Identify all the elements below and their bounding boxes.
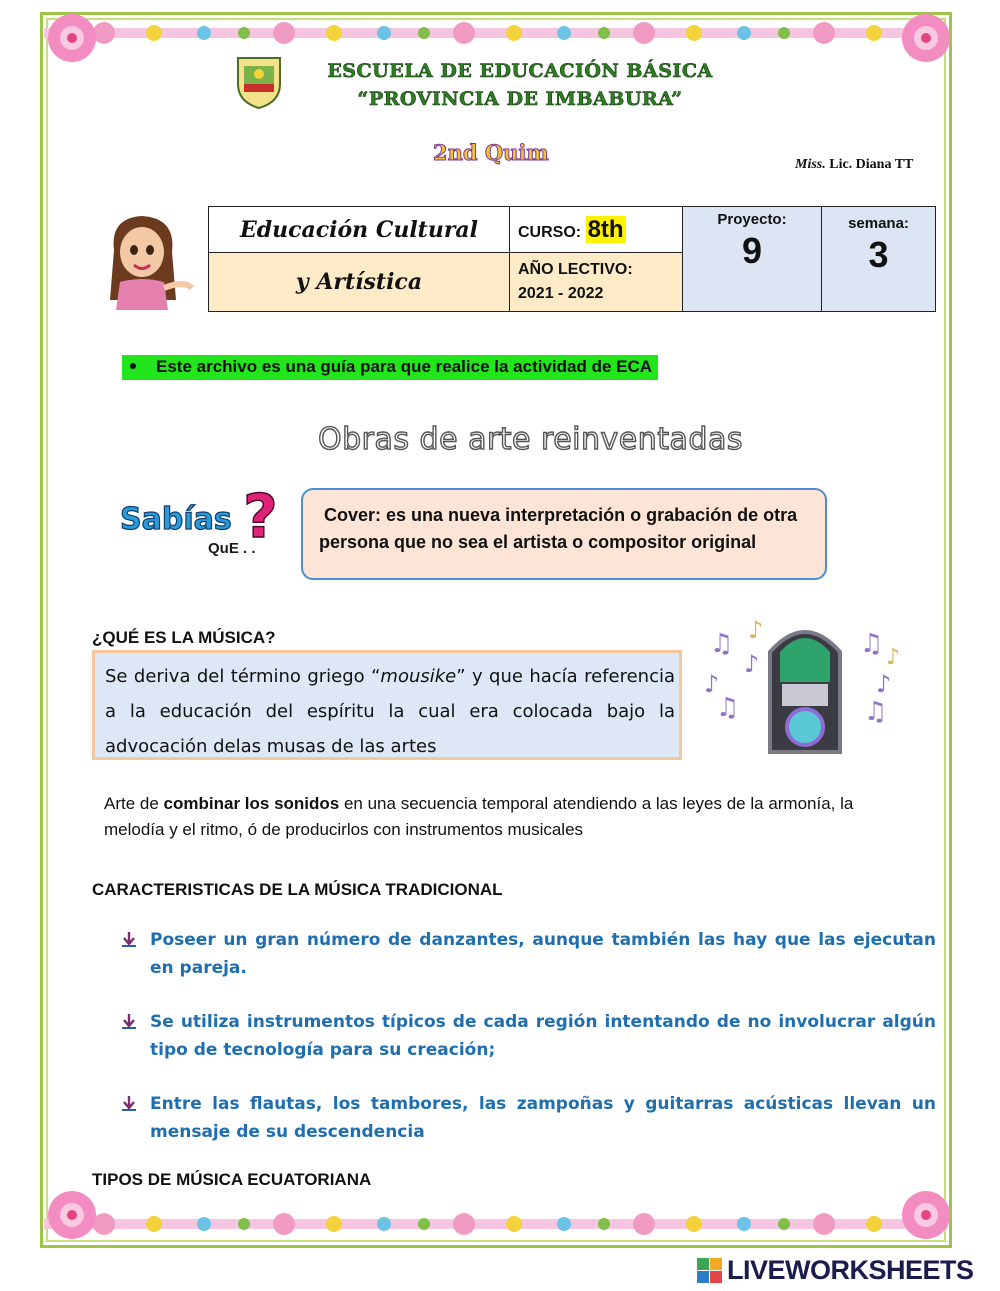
characteristic-item-2 <box>120 1008 936 1064</box>
liveworksheets-text: LIVEWORKSHEETS <box>727 1255 974 1285</box>
school-name-line2: “PROVINCIA DE IMBABURA” <box>357 88 683 110</box>
ano-cell <box>510 253 683 312</box>
question-mark-icon: ? <box>243 482 278 552</box>
ano-value: 2021 - 2022 <box>518 285 604 302</box>
proyecto-cell <box>683 207 822 312</box>
que-word: QuE . . <box>208 540 256 557</box>
teacher-avatar <box>96 210 196 310</box>
cover-term: Cover <box>324 505 376 525</box>
course-info-table <box>208 206 936 312</box>
flower-border-top <box>44 14 948 52</box>
arte-bold: combinar los sonidos <box>163 794 340 813</box>
teacher-signature <box>795 157 913 173</box>
proyecto-label: Proyecto: <box>717 211 787 228</box>
cover-definition-text: : es una nueva interpretación o grabación de otra persona que no sea el artista o compositor original <box>319 505 798 552</box>
curso-value: 8th <box>587 215 624 243</box>
svg-text:♫: ♫ <box>860 629 884 659</box>
svg-text:♪: ♪ <box>744 650 760 678</box>
cover-definition <box>319 502 819 556</box>
liveworksheets-logo-icon <box>697 1258 723 1284</box>
school-crest-icon <box>230 52 288 110</box>
arte-pre: Arte de <box>104 794 164 813</box>
quimester-label: 2nd Quim <box>433 140 549 165</box>
svg-text:♪: ♪ <box>886 645 901 670</box>
sabias-que-logo <box>120 482 300 560</box>
characteristic-text-2: Se utiliza instrumentos típicos de cada región intentando de no involucrar algún tipo de tecnología para su creación; <box>150 1012 936 1060</box>
svg-text:♫: ♫ <box>710 629 734 659</box>
art-title: Obras de arte reinventadas <box>318 422 743 457</box>
characteristic-text-3: Entre las flautas, los tambores, las zampoñas y guitarras acústicas llevan un mensaje de su descendencia <box>150 1094 936 1142</box>
characteristic-item-1 <box>120 926 936 982</box>
bullet-dot-icon <box>130 363 136 369</box>
ano-label: AÑO LECTIVO: <box>518 261 633 278</box>
cover-definition-box <box>301 488 827 580</box>
characteristics-heading: CARACTERISTICAS DE LA MÚSICA TRADICIONAL <box>92 880 503 899</box>
flower-corner-top-right <box>886 10 956 70</box>
music-question-heading: ¿QUÉ ES LA MÚSICA? <box>92 628 276 647</box>
music-types-heading: TIPOS DE MÚSICA ECUATORIANA <box>92 1170 372 1189</box>
school-name-line1: ESCUELA DE EDUCACIÓN BÁSICA <box>327 60 713 82</box>
semana-label: semana: <box>848 215 909 232</box>
arrow-bullet-icon <box>120 1094 138 1112</box>
arrow-bullet-icon <box>120 1012 138 1030</box>
svg-text:♫: ♫ <box>716 693 740 723</box>
svg-text:♪: ♪ <box>704 670 720 698</box>
flower-border-bottom <box>44 1205 948 1243</box>
arte-post: en una secuencia temporal atendiendo a las leyes de la armonía, la melodía y el ritmo, ó de producirlos con instrumentos musicales <box>104 794 854 839</box>
characteristic-text-1: Poseer un gran número de danzantes, aunque también las hay que las ejecutan en pareja. <box>150 930 936 978</box>
curso-label: CURSO: <box>518 223 582 241</box>
school-header <box>230 52 730 112</box>
guide-note <box>122 355 658 380</box>
sabias-word: Sabías <box>120 502 232 537</box>
teacher-name: Lic. Diana TT <box>829 157 914 172</box>
characteristic-item-3 <box>120 1090 936 1146</box>
semana-value: 3 <box>868 234 889 275</box>
teacher-prefix: Miss. <box>795 157 826 172</box>
subject-cell-2: y Artística <box>209 253 510 312</box>
music-def-word: mousike <box>380 666 457 687</box>
svg-text:♪: ♪ <box>876 670 892 698</box>
flower-corner-bottom-right <box>886 1175 956 1245</box>
svg-text:♫: ♫ <box>864 697 888 727</box>
guide-note-text: Este archivo es una guía para que realice la actividad de ECA <box>156 357 653 376</box>
flower-corner-bottom-left <box>44 1175 114 1245</box>
arrow-bullet-icon <box>120 930 138 948</box>
music-def-part2: ” y que hacía referencia a la educación del espíritu la cual era colocada bajo la advocación delas musas de las artes <box>105 666 676 757</box>
proyecto-value: 9 <box>741 230 763 271</box>
svg-text:♪: ♪ <box>748 616 764 644</box>
curso-cell <box>510 207 683 253</box>
music-art-paragraph <box>104 791 904 843</box>
jukebox-illustration <box>700 612 910 762</box>
flower-corner-top-left <box>44 10 114 70</box>
subject-cell-1: Educación Cultural <box>209 207 510 253</box>
semana-cell <box>822 207 936 312</box>
music-def-part1: Se deriva del término griego “ <box>105 666 381 687</box>
music-definition-box <box>92 650 682 760</box>
music-definition <box>105 659 675 764</box>
